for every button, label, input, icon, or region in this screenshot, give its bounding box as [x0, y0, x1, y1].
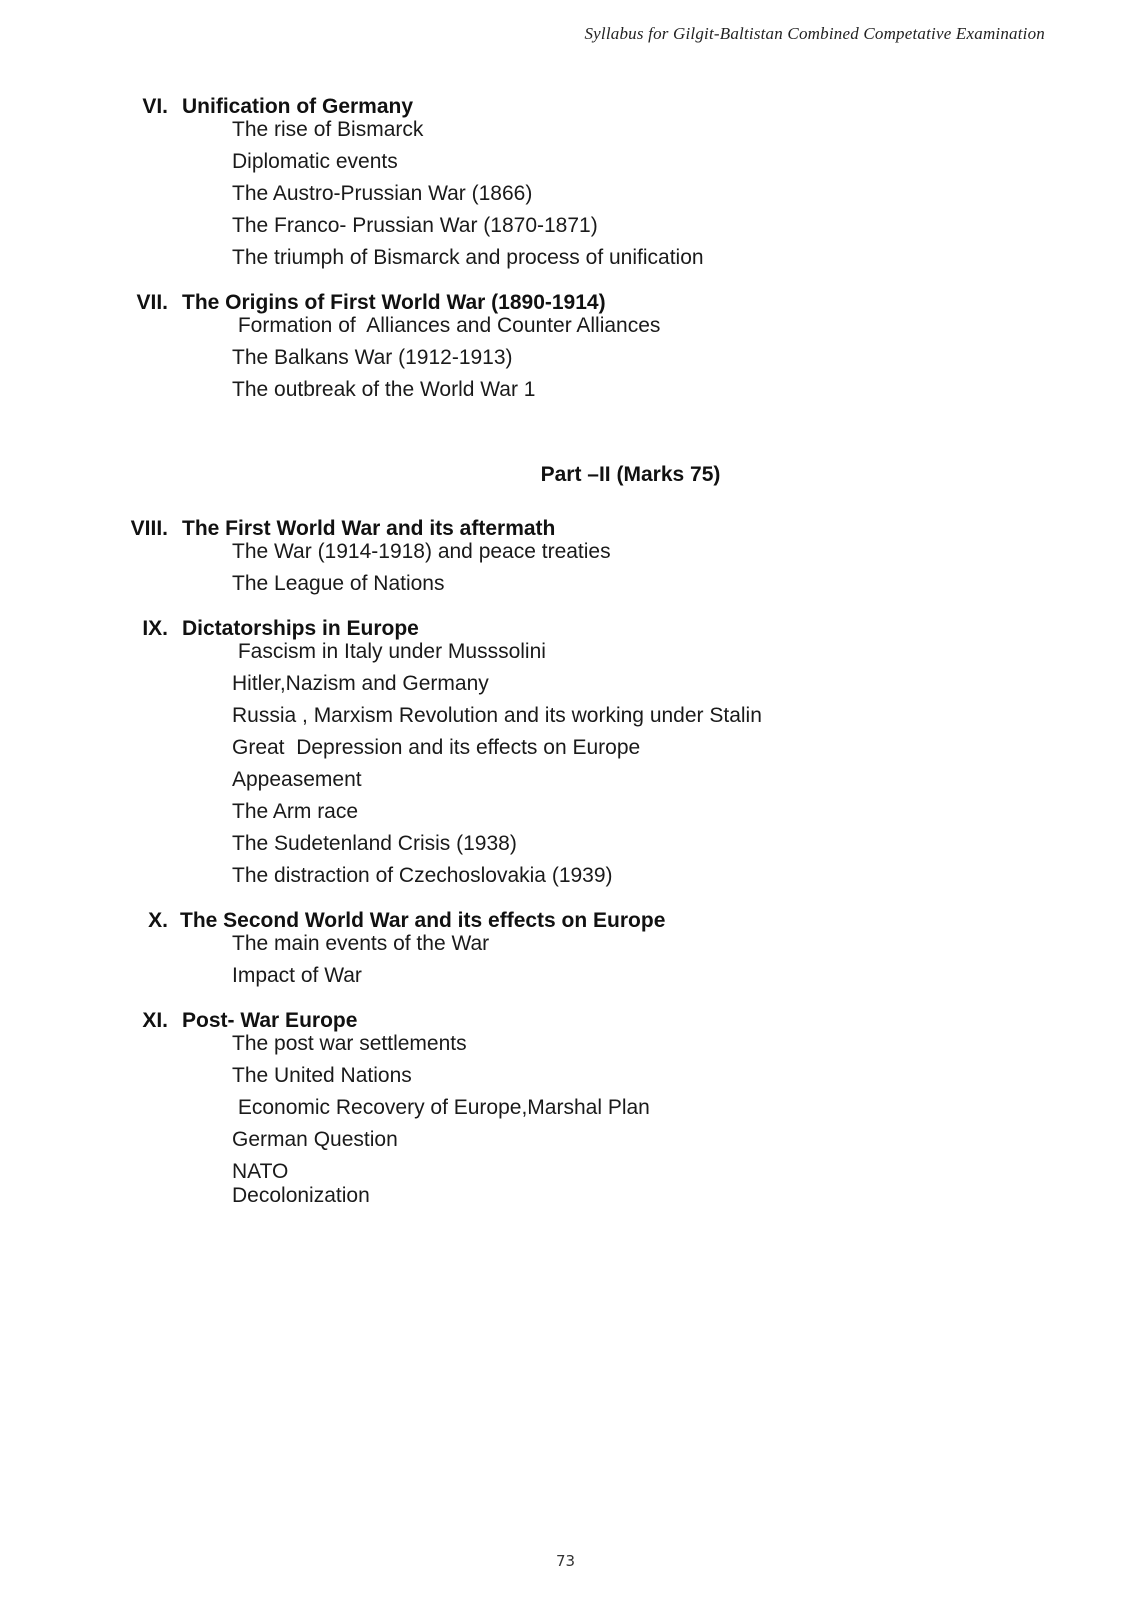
topic-item: The rise of Bismarck — [232, 118, 424, 141]
topic-item: Appeasement — [232, 768, 362, 791]
section-title: Unification of Germany — [182, 95, 414, 118]
section-heading — [0, 618, 1131, 640]
topic-list — [0, 640, 1131, 888]
section-vi — [0, 96, 1131, 278]
section-number: VII. — [136, 291, 168, 314]
topic-item: German Question — [232, 1128, 398, 1151]
section-number: X. — [148, 909, 168, 932]
topic-item: The Austro-Prussian War (1866) — [232, 182, 533, 205]
topic-item: The Franco- Prussian War (1870-1871) — [232, 214, 598, 237]
topic-list — [0, 1032, 1131, 1208]
topic-item: The Sudetenland Crisis (1938) — [232, 832, 517, 855]
section-number: XI. — [142, 1009, 168, 1032]
topic-list — [0, 118, 1131, 270]
section-heading — [0, 910, 1131, 932]
topic-item: The League of Nations — [232, 572, 445, 595]
topic-item: NATO — [232, 1160, 289, 1183]
topic-item: The Arm race — [232, 800, 359, 823]
topic-list — [0, 540, 1131, 596]
topic-item: The distraction of Czechoslovakia (1939) — [232, 864, 613, 887]
topic-item: Impact of War — [232, 964, 362, 987]
section-number: VI. — [142, 95, 168, 118]
section-title: Dictatorships in Europe — [182, 617, 419, 640]
section-title: The Second World War and its effects on Europe — [180, 909, 666, 932]
topic-item: Economic Recovery of Europe,Marshal Plan — [232, 1096, 650, 1119]
topic-list — [0, 314, 1131, 402]
topic-item: Formation of Alliances and Counter Alliances — [232, 314, 661, 337]
topic-item: Decolonization — [232, 1184, 370, 1207]
topic-item: Diplomatic events — [232, 150, 398, 173]
section-title: The First World War and its aftermath — [182, 517, 556, 540]
topic-item: The triumph of Bismarck and process of unification — [232, 246, 704, 269]
topic-item: The War (1914-1918) and peace treaties — [232, 540, 611, 563]
section-ix — [0, 618, 1131, 896]
topic-item: The post war settlements — [232, 1032, 467, 1055]
section-number: VIII. — [130, 517, 168, 540]
topic-item: The Balkans War (1912-1913) — [232, 346, 513, 369]
topic-item: Hitler,Nazism and Germany — [232, 672, 489, 695]
section-heading — [0, 1010, 1131, 1032]
section-vii — [0, 292, 1131, 410]
section-heading — [0, 292, 1131, 314]
section-title: The Origins of First World War (1890-1914) — [182, 291, 606, 314]
topic-item: The main events of the War — [232, 932, 490, 955]
section-x — [0, 910, 1131, 996]
section-title: Post- War Europe — [182, 1009, 358, 1032]
topic-item: Great Depression and its effects on Europe — [232, 736, 641, 759]
topic-item: The United Nations — [232, 1064, 412, 1087]
topic-item: Fascism in Italy under Musssolini — [232, 640, 546, 663]
part-title: Part –II (Marks 75) — [540, 463, 721, 486]
page-number: 73 — [555, 1552, 576, 1570]
section-heading — [0, 96, 1131, 118]
section-number: IX. — [142, 617, 168, 640]
topic-item: Russia , Marxism Revolution and its working under Stalin — [232, 704, 762, 727]
topic-list — [0, 932, 1131, 988]
section-viii — [0, 518, 1131, 604]
topic-item: The outbreak of the World War 1 — [232, 378, 536, 401]
section-heading — [0, 518, 1131, 540]
running-header: Syllabus for Gilgit-Baltistan Combined Competative Examination — [584, 24, 1045, 43]
section-xi — [0, 1010, 1131, 1216]
